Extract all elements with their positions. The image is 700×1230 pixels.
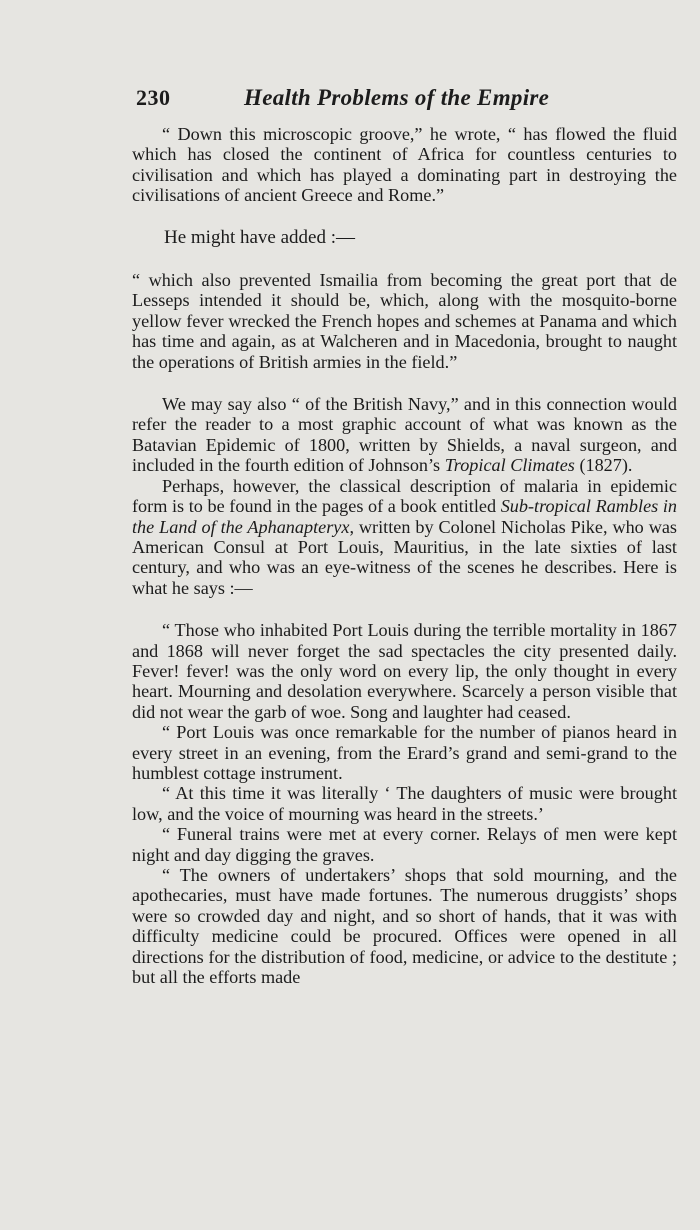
paragraph-4-text-a: We may say also “ of the British Navy,” and in this connection would refer the reader to a most graphic account of what was known as the Batavian Epidemic of 1800, written by Shields, a naval surgeon, and included in the fourth edition of Johnson’s — [132, 394, 677, 476]
paragraph-5-text-b: , written by Colonel Nicholas Pike, who was American Consul at Port Louis, Mauritius, in the late sixties of last century, and who was an eye-witness of the scenes he describes. Here is what he says :— — [132, 516, 677, 598]
paragraph-8: “ At this time it was literally ‘ The daughters of music were brought low, and the voice of mourning was heard in the streets.’ — [132, 783, 677, 824]
paragraph-4-book-title: Tropical Climates — [444, 455, 575, 476]
paragraph-1: “ Down this microscopic groove,” he wrote, “ has flowed the fluid which has closed the continent of Africa for countless centuries to civilisation and which has played a dominating part in destroying the civilisations of ancient Greece and Rome.” — [132, 124, 677, 206]
paragraph-10: “ The owners of undertakers’ shops that sold mourning, and the apothecaries, must have made fortunes. The numerous druggists’ shops were so crowded day and night, and so short of hands, that it was with difficulty medicine could be procured. Offices were opened in all directions for the distribution of food, medicine, or advice to the destitute ; but all the efforts made — [132, 865, 677, 988]
paragraph-9: “ Funeral trains were met at every corner. Relays of men were kept night and day digging the graves. — [132, 824, 677, 865]
page-header — [132, 85, 677, 124]
paragraph-6: “ Those who inhabited Port Louis during the terrible mortality in 1867 and 1868 will never forget the sad spectacles the city presented daily. Fever! fever! was the only word on every lip, the only thought in every heart. Mourning and desolation everywhere. Scarcely a person visible that did not wear the garb of woe. Song and laughter had ceased. — [132, 620, 677, 722]
paragraph-4 — [132, 394, 677, 476]
running-title: Health Problems of the Empire — [244, 85, 550, 110]
paragraph-2: He might have added :— — [164, 226, 356, 248]
paragraph-4-text-b: (1827). — [574, 455, 633, 476]
paragraph-7: “ Port Louis was once remarkable for the number of pianos heard in every street in an evening, from the Erard’s grand and semi-grand to the humblest cottage instrument. — [132, 722, 677, 783]
paragraph-5-book-title: Sub-tropical Rambles in the Land of the Aphanapteryx — [132, 496, 677, 537]
page-number: 230 — [136, 85, 171, 110]
paragraph-3: “ which also prevented Ismailia from becoming the great port that de Lesseps intended it should be, which, along with the mosquito-borne yellow fever wrecked the French hopes and schemes at Panama and which has time and again, as at Walcheren and in Macedonia, brought to naught the operations of British armies in the field.” — [132, 270, 677, 372]
paragraph-5-text-a: Perhaps, however, the classical description of malaria in epidemic form is to be found in the pages of a book entitled — [132, 475, 677, 517]
book-page — [132, 85, 677, 988]
paragraph-5 — [132, 476, 677, 598]
